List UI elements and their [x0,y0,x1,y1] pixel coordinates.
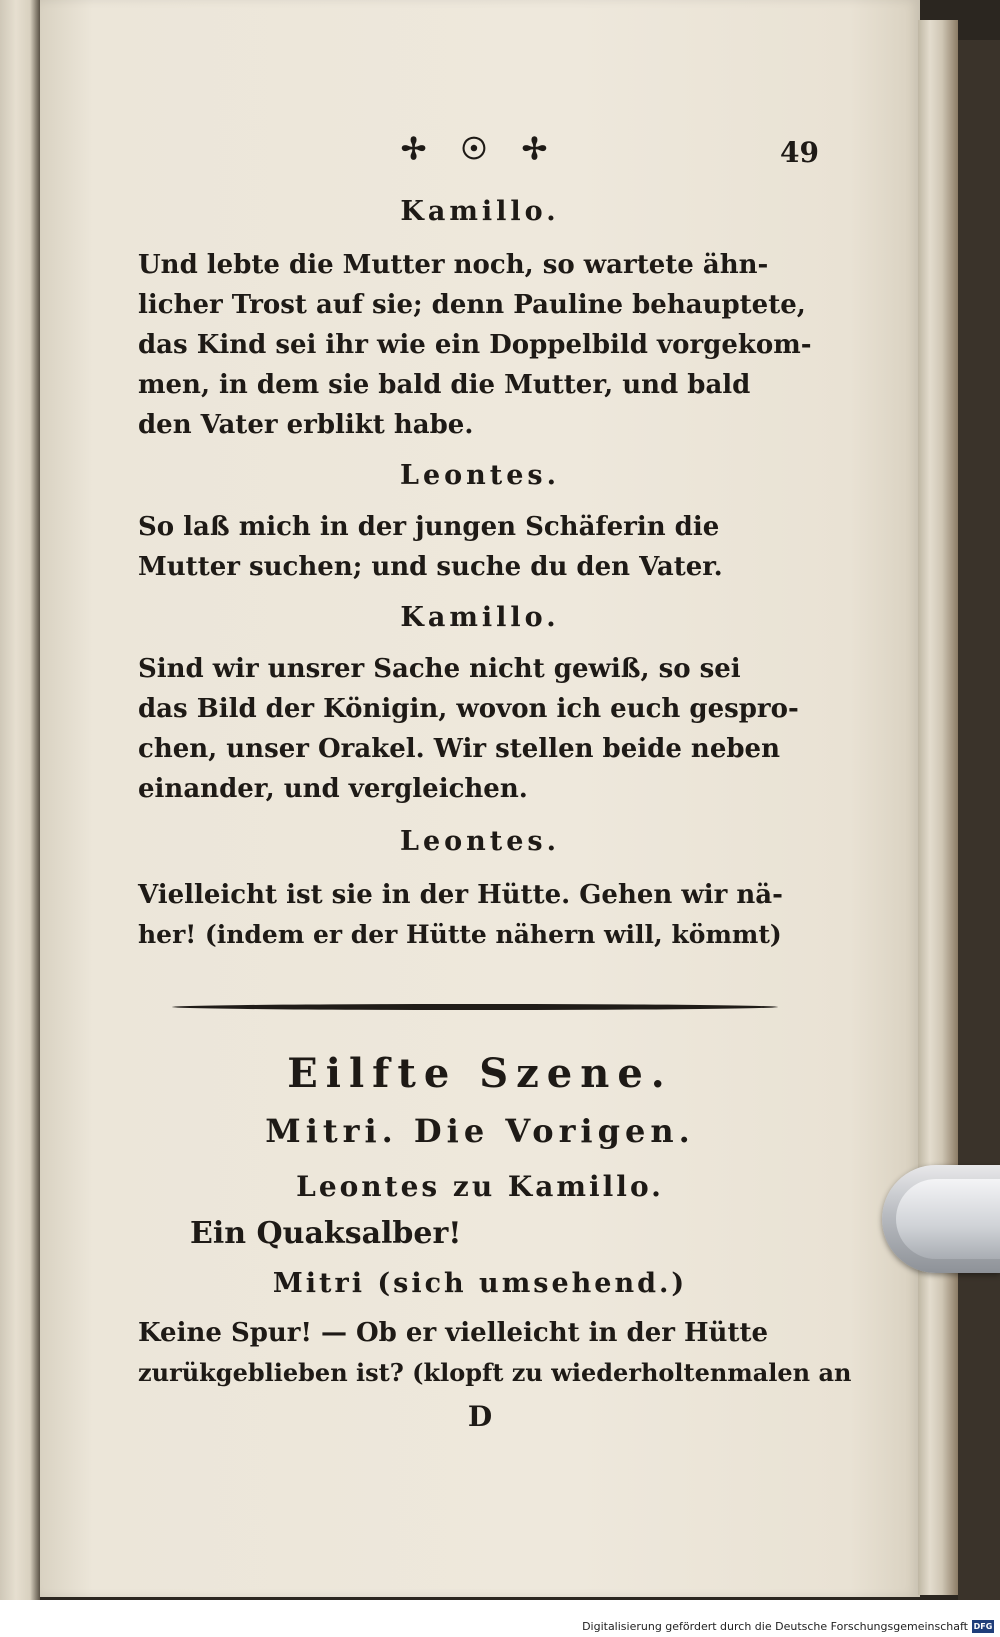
bookmark-clip-highlight [896,1179,1000,1259]
text-line: einander, und vergleichen. [138,774,528,804]
text-line: Keine Spur! — Ob er vielleicht in der Hütte [138,1318,769,1348]
page-number: 49 [780,136,819,169]
text-line: her! (indem er der Hütte nähern will, kömmt) [138,920,782,949]
text-line: das Kind sei ihr wie ein Doppelbild vorgekom- [138,330,812,360]
exclamation-line: Ein Quaksalber! [190,1216,462,1251]
speaker-name: Leontes. [399,460,561,491]
scene-persons: Mitri. Die Vorigen. [265,1112,695,1150]
catchword: D [467,1400,493,1433]
section-divider [172,1004,778,1010]
scene-title: Eilfte Szene. [287,1050,673,1097]
text-line: men, in dem sie bald die Mutter, und bald [138,370,751,400]
right-page-edge [918,20,958,1595]
text-line: Mutter suchen; und suche du den Vater. [138,552,723,582]
text-line: So laß mich in der jungen Schäferin die [138,512,720,542]
text-line: licher Trost auf sie; denn Pauline behauptete, [138,290,806,320]
footer-credit: Digitalisierung gefördert durch die Deutsche Forschungsgemeinschaft [582,1620,968,1633]
stage-direction: Leontes zu Kamillo. [296,1170,664,1203]
text-line: chen, unser Orakel. Wir stellen beide neben [138,734,781,764]
book-cover-edge [958,40,1000,1600]
text-line: zurükgeblieben ist? (klopft zu wiederholtenmalen an [138,1358,852,1387]
speaker-name: Leontes. [399,826,561,857]
speaker-name: Kamillo. [400,602,560,633]
text-line: den Vater erblikt habe. [138,410,474,440]
bookmark-clip [882,1165,1000,1273]
header-ornament: ✢ ☉ ✢ [400,132,560,167]
text-line: Vielleicht ist sie in der Hütte. Gehen wir nä- [138,880,783,910]
left-page-edge [0,0,40,1600]
text-line: Und lebte die Mutter noch, so wartete ähn- [138,250,769,280]
speaker-name: Kamillo. [400,196,560,227]
text-line: Sind wir unsrer Sache nicht gewiß, so sei [138,654,741,684]
speaker-name: Mitri (sich umsehend.) [272,1268,688,1299]
text-line: das Bild der Königin, wovon ich euch gespro- [138,694,799,724]
dfg-logo: DFG [973,1622,993,1631]
